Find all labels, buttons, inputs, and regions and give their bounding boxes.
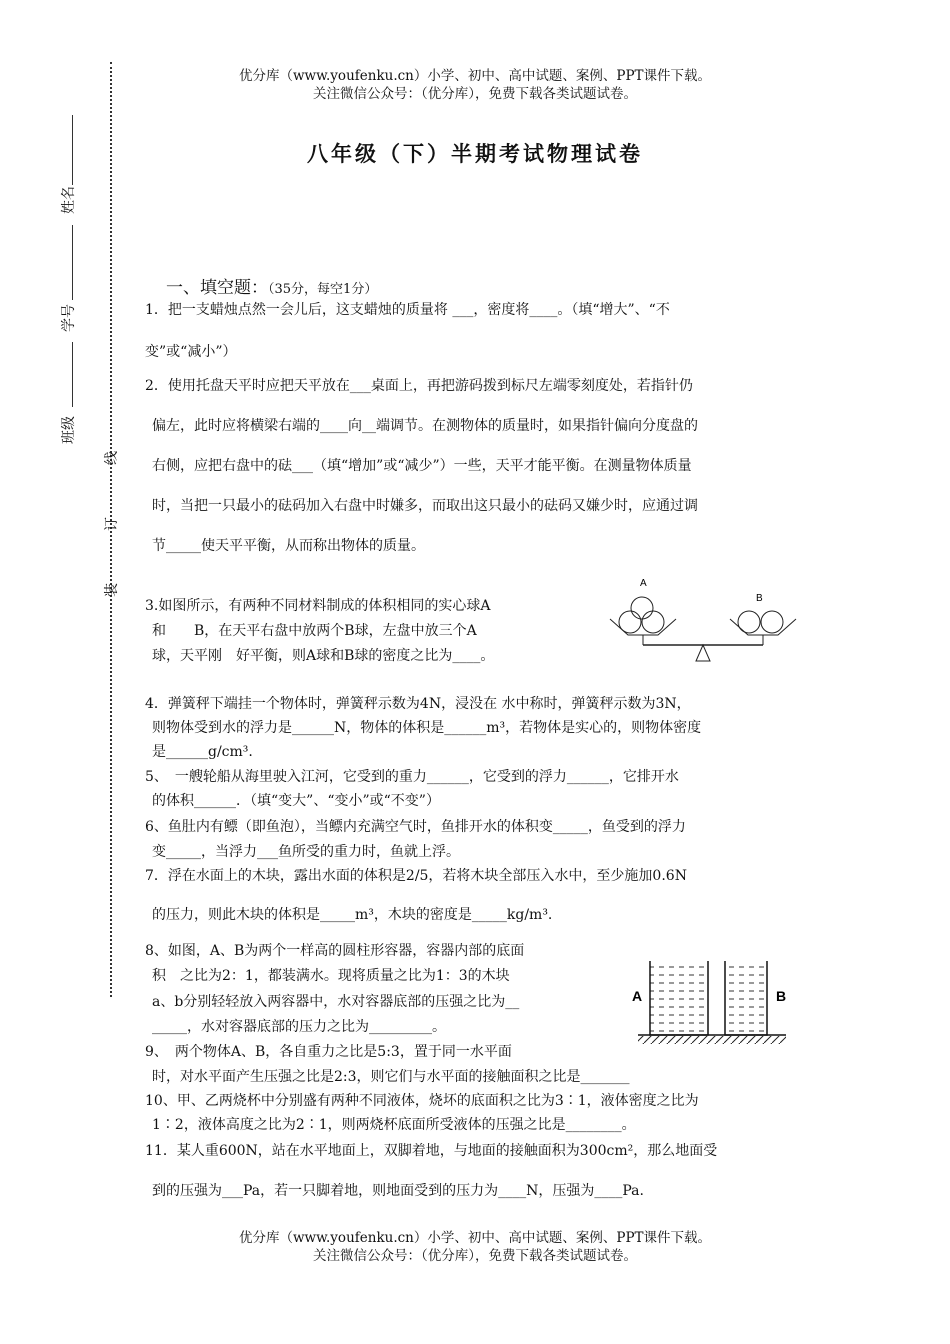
name-label: 姓名 <box>61 186 77 214</box>
q2-line-2: 偏左，此时应将横梁右端的____向__端调节。在测物体的质量时，如果指针偏向分度盘的 <box>152 418 698 434</box>
q7-line-1: 7．浮在水面上的木块，露出水面的体积是2/5，若将木块全部压入水中，至少施加0.6N <box>145 868 687 884</box>
section-heading-text: 一、填空题： <box>166 278 268 298</box>
footer-line-1: 优分库（www.youfenku.cn）小学、初中、高中试题、案例、PPT课件下载。 <box>238 1230 712 1246</box>
id-blank-line <box>72 225 73 300</box>
right-pan <box>730 619 796 635</box>
q6-line-2: 变_____，当浮力___鱼所受的重力时，鱼就上浮。 <box>152 844 460 860</box>
q4-line-3: 是______g/cm³. <box>152 744 253 760</box>
header-line-1: 优分库（www.youfenku.cn）小学、初中、高中试题、案例、PPT课件下载。 <box>238 68 712 84</box>
q2-line-1: 2．使用托盘天平时应把天平放在___桌面上，再把游码拨到标尺左端零刻度处，若指针仍 <box>145 378 693 394</box>
q4-line-2: 则物体受到水的浮力是______N，物体的体积是______m³，若物体是实心的，则物体密度 <box>152 720 702 736</box>
ground-hatch <box>638 1036 786 1044</box>
container-a-water <box>650 963 708 1035</box>
q10-line-1: 10、甲、乙两烧杯中分别盛有两种不同液体，烧坏的底面积之比为3∶1，液体密度之比为 <box>145 1093 699 1109</box>
q3-line-3: 球，天平刚 好平衡，则A球和B球的密度之比为____。 <box>152 648 495 664</box>
ball-b-right <box>761 611 783 633</box>
q8-line-2: 积 之比为2：1，都装满水。现将质量之比为1：3的木块 <box>152 968 510 984</box>
ball-a-top <box>631 597 653 619</box>
q5-line-2: 的体积______．（填“变大”、“变小”或“不变”） <box>152 793 440 809</box>
ball-a-right <box>642 611 664 633</box>
line-char: 线 <box>104 451 120 465</box>
container-b-water <box>725 963 767 1035</box>
q3-line-1: 3.如图所示，有两种不同材料制成的体积相同的实心球A <box>145 598 491 614</box>
q2-line-5: 节_____使天平平衡，从而称出物体的质量。 <box>152 538 425 554</box>
q9-line-2: 时，对水平面产生压强之比是2:3，则它们与水平面的接触面积之比是_______ <box>152 1069 630 1085</box>
q8-line-3: a、b分别轻轻放入两容器中，水对容器底部的压强之比为__ <box>152 994 520 1010</box>
q3-line-2: 和 B，在天平右盘中放两个B球，左盘中放三个A <box>152 623 477 639</box>
q8-line-1: 8、如图，A、B为两个一样高的圆柱形容器，容器内部的底面 <box>145 943 525 959</box>
header-line-2: 关注微信公众号：（优分库），免费下载各类试题试卷。 <box>313 86 637 102</box>
q4-line-1: 4．弹簧秤下端挂一个物体时，弹簧秤示数为4N，浸没在 水中称时，弹簧秤示数为3N， <box>145 696 691 712</box>
balance-fulcrum <box>696 645 710 661</box>
section-heading <box>166 273 377 298</box>
containers-figure <box>628 955 793 1050</box>
q5-line-1: 5、 一艘轮船从海里驶入江河，它受到的重力______，它受到的浮力______，它排开水 <box>145 769 679 785</box>
footer-line-2: 关注微信公众号：（优分库），免费下载各类试题试卷。 <box>313 1248 637 1264</box>
id-label: 学号 <box>61 304 77 332</box>
class-blank-line <box>72 342 73 407</box>
container-label-a: A <box>632 988 643 1004</box>
page-title: 八年级（下）半期考试物理试卷 <box>307 141 643 166</box>
q6-line-1: 6、鱼肚内有鳔（即鱼泡），当鳔内充满空气时，鱼排开水的体积变_____，鱼受到的浮力 <box>145 819 686 835</box>
container-label-b: B <box>776 988 787 1004</box>
balance-label-b: B <box>756 593 763 604</box>
pack-char: 装 <box>104 583 120 597</box>
q9-line-1: 9、 两个物体A、B，各自重力之比是5:3，置于同一水平面 <box>145 1044 512 1060</box>
bind-char: 订 <box>104 517 120 531</box>
q1-line-1: 1．把一支蜡烛点然一会儿后，这支蜡烛的质量将 ___，密度将____。（填“增大”、“不 <box>145 302 670 318</box>
q10-line-2: 1∶2，液体高度之比为2∶1，则两烧杯底面所受液体的压强之比是________。 <box>152 1117 636 1133</box>
q11-line-2: 到的压强为___Pa，若一只脚着地，则地面受到的压力为____N，压强为____Pa. <box>152 1183 644 1199</box>
q2-line-3: 右侧，应把右盘中的砝___（填“增加”或“减少”）一些，天平才能平衡。在测量物体质量 <box>152 458 692 474</box>
balance-figure <box>600 575 810 665</box>
q7-line-2: 的压力，则此木块的体积是_____m³，木块的密度是_____kg/m³. <box>152 907 553 923</box>
q8-line-4: _____，水对容器底部的压力之比为_________。 <box>152 1019 446 1035</box>
q11-line-1: 11．某人重600N，站在水平地面上，双脚着地，与地面的接触面积为300cm²，那么地面受 <box>145 1143 718 1159</box>
q1-line-2: 变”或“减小”） <box>145 344 237 360</box>
section-note: （35分，每空1分） <box>268 282 378 297</box>
q2-line-4: 时，当把一只最小的砝码加入右盘中时嫌多，而取出这只最小的砝码又嫌少时，应通过调 <box>152 498 698 514</box>
balance-label-a: A <box>640 578 647 589</box>
class-label: 班级 <box>61 416 77 444</box>
